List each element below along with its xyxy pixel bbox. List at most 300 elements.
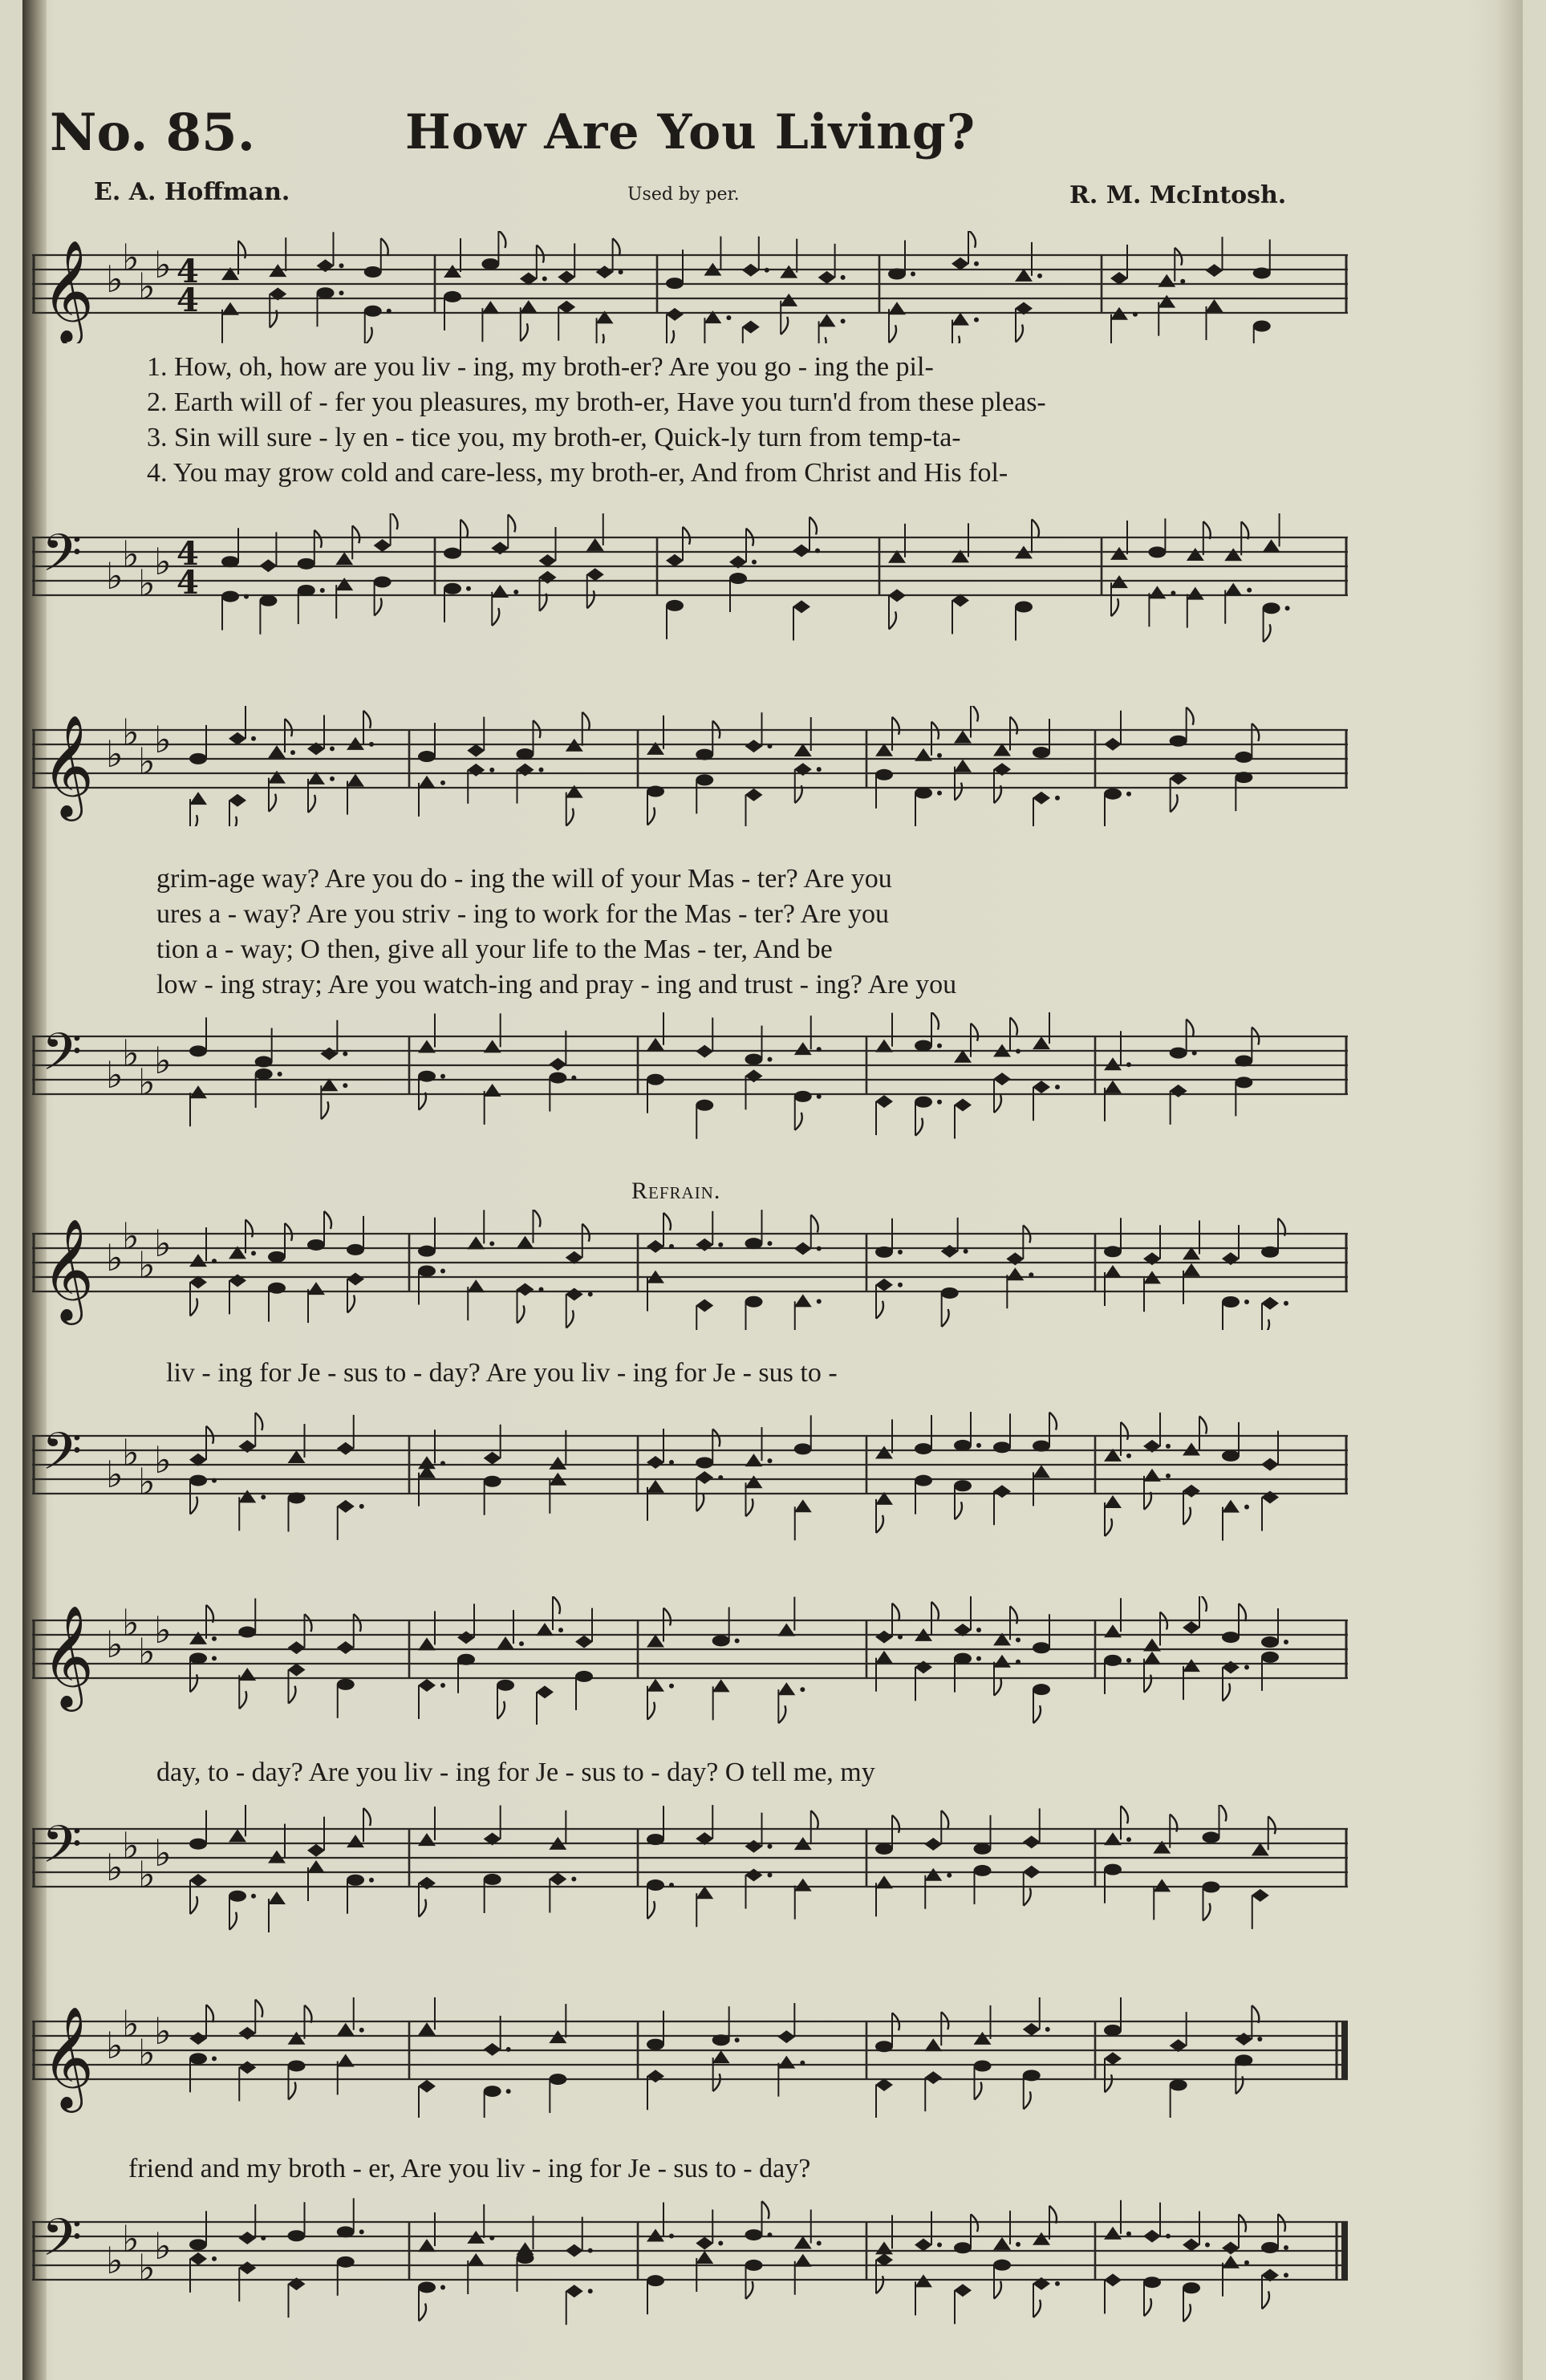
shape-note-triangle bbox=[1187, 587, 1204, 600]
shape-note-oval bbox=[418, 2281, 436, 2293]
treble-staff-system-5 bbox=[32, 1997, 1348, 2118]
shape-note-oval bbox=[1253, 321, 1271, 332]
shape-note-oval bbox=[875, 769, 893, 780]
shape-note-triangle bbox=[1158, 295, 1175, 308]
shape-note-triangle bbox=[1187, 548, 1204, 561]
note-flag bbox=[778, 1705, 785, 1723]
shape-note-triangle bbox=[1143, 1652, 1161, 1664]
note-flag bbox=[876, 1515, 883, 1533]
note-flag bbox=[566, 1310, 574, 1328]
note-flag bbox=[517, 1306, 525, 1324]
shape-note-diamond bbox=[745, 789, 763, 801]
dot bbox=[937, 1100, 942, 1105]
shape-note-triangle bbox=[1158, 274, 1175, 287]
shape-note-triangle bbox=[647, 1679, 664, 1692]
shape-note-oval bbox=[189, 753, 207, 764]
shape-note-triangle bbox=[189, 792, 207, 805]
shape-note-oval bbox=[418, 1071, 436, 1082]
dot bbox=[1192, 1051, 1197, 1056]
dot bbox=[1016, 1637, 1021, 1642]
dot bbox=[1284, 2273, 1288, 2277]
shape-note-oval bbox=[517, 748, 534, 760]
shape-note-diamond bbox=[1104, 2273, 1122, 2286]
shape-note-diamond bbox=[1235, 2033, 1252, 2046]
shape-note-triangle bbox=[1263, 539, 1280, 552]
note-flag bbox=[810, 517, 817, 534]
dot bbox=[752, 560, 757, 565]
shape-note-triangle bbox=[696, 2251, 713, 2264]
time-signature-digit: 4 bbox=[177, 253, 199, 290]
flat-sign: ♭ bbox=[106, 554, 124, 598]
shape-note-oval bbox=[712, 1635, 730, 1646]
shape-note-triangle bbox=[347, 737, 364, 750]
note-flag bbox=[308, 795, 315, 813]
shape-note-triangle bbox=[780, 294, 797, 306]
note-flag bbox=[1033, 1705, 1041, 1723]
flat-sign: ♭ bbox=[138, 562, 156, 605]
dot bbox=[539, 1287, 544, 1292]
hymn-title: How Are You Living? bbox=[405, 104, 976, 160]
flat-sign: ♭ bbox=[138, 265, 156, 308]
shape-note-diamond bbox=[952, 257, 969, 270]
shape-note-oval bbox=[1183, 2282, 1200, 2293]
dot bbox=[440, 2285, 445, 2289]
shape-note-oval bbox=[745, 2229, 763, 2240]
shape-note-triangle bbox=[307, 1282, 325, 1295]
shape-note-triangle bbox=[875, 1875, 893, 1888]
shape-note-oval bbox=[549, 1072, 566, 1084]
note-flag bbox=[363, 711, 371, 728]
note-flag bbox=[1010, 716, 1017, 734]
note-flag bbox=[206, 2005, 213, 2022]
flat-sign: ♭ bbox=[106, 257, 124, 301]
dot bbox=[800, 1687, 805, 1692]
shape-note-oval bbox=[337, 1679, 355, 1690]
note-flag bbox=[1111, 598, 1118, 616]
dot bbox=[1171, 590, 1175, 595]
shape-note-triangle bbox=[484, 1084, 501, 1097]
bass-staff-system-1 bbox=[32, 513, 1348, 650]
shape-note-oval bbox=[647, 2039, 664, 2050]
shape-note-oval bbox=[954, 2242, 972, 2253]
treble-staff-system-1 bbox=[32, 231, 1348, 343]
shape-note-oval bbox=[974, 1865, 992, 1876]
note-flag bbox=[419, 2303, 426, 2321]
shape-note-oval bbox=[1148, 546, 1166, 557]
dot bbox=[976, 1443, 981, 1448]
dot bbox=[212, 1478, 217, 1483]
note-flag bbox=[968, 231, 976, 248]
flat-sign: ♭ bbox=[106, 2024, 124, 2067]
shape-note-diamond bbox=[1261, 1458, 1279, 1471]
shape-note-oval bbox=[444, 291, 461, 302]
note-flag bbox=[190, 1298, 197, 1316]
shape-note-triangle bbox=[1143, 1639, 1161, 1652]
shape-note-oval bbox=[1222, 1450, 1240, 1462]
shape-note-oval bbox=[696, 1457, 713, 1468]
shape-note-oval bbox=[745, 1054, 763, 1065]
shape-note-oval bbox=[457, 1654, 475, 1665]
shape-note-diamond bbox=[374, 539, 392, 552]
time-signature-digit: 4 bbox=[177, 282, 199, 319]
dot bbox=[571, 1076, 576, 1081]
dot bbox=[359, 2229, 364, 2234]
note-flag bbox=[994, 1678, 1001, 1696]
shape-note-oval bbox=[298, 585, 315, 596]
shape-note-diamond bbox=[1206, 264, 1223, 277]
dot bbox=[1126, 1454, 1131, 1458]
dot bbox=[735, 2037, 740, 2042]
shape-note-oval bbox=[1033, 1642, 1050, 1653]
note-flag bbox=[971, 1024, 978, 1041]
flat-sign: ♭ bbox=[106, 1623, 124, 1666]
treble-clef: 𝄞 bbox=[42, 2005, 95, 2108]
shape-note-triangle bbox=[335, 552, 353, 565]
note-flag bbox=[1171, 794, 1178, 812]
dot bbox=[937, 1044, 942, 1048]
note-flag bbox=[647, 808, 655, 825]
shape-note-oval bbox=[189, 1475, 207, 1486]
shape-note-diamond bbox=[189, 2252, 207, 2265]
shape-note-oval bbox=[888, 269, 906, 280]
shape-note-oval bbox=[364, 306, 382, 317]
shape-note-triangle bbox=[337, 2054, 355, 2066]
dot bbox=[718, 1243, 723, 1247]
dot bbox=[768, 1057, 773, 1062]
dot bbox=[359, 2028, 364, 2033]
shape-note-triangle bbox=[1224, 583, 1242, 596]
shape-note-triangle bbox=[418, 2022, 436, 2035]
flat-sign: ♭ bbox=[154, 1222, 172, 1265]
note-flag bbox=[1049, 1413, 1057, 1430]
shape-note-oval bbox=[647, 786, 664, 797]
dot bbox=[768, 1241, 773, 1246]
shape-note-oval bbox=[974, 1843, 992, 1855]
shape-note-diamond bbox=[696, 1471, 713, 1484]
dot bbox=[1285, 606, 1290, 610]
shape-note-diamond bbox=[539, 571, 557, 584]
shape-note-triangle bbox=[238, 1490, 256, 1502]
shape-note-oval bbox=[1015, 602, 1033, 613]
shape-note-triangle bbox=[467, 1236, 485, 1249]
shape-note-diamond bbox=[818, 271, 836, 284]
dot bbox=[212, 1656, 217, 1660]
dot bbox=[212, 1636, 217, 1641]
shape-note-triangle bbox=[268, 745, 286, 758]
shape-note-diamond bbox=[1252, 1889, 1269, 1902]
shape-note-oval bbox=[1203, 1832, 1220, 1843]
permission-note: Used by per. bbox=[627, 184, 740, 205]
bass-clef: 𝄢 bbox=[42, 1023, 83, 1095]
page-edge bbox=[1499, 0, 1523, 2380]
dot bbox=[1029, 1272, 1033, 1277]
shape-note-oval bbox=[497, 1680, 514, 1691]
bass-staff-system-5 bbox=[32, 2198, 1348, 2334]
shape-note-diamond bbox=[915, 2239, 932, 2252]
shape-note-triangle bbox=[712, 1679, 730, 1692]
shape-note-triangle bbox=[418, 776, 436, 789]
shape-note-triangle bbox=[1148, 586, 1166, 598]
note-flag bbox=[892, 1815, 899, 1833]
shape-note-triangle bbox=[993, 2237, 1011, 2250]
refrain-text: day, to - day? Are you liv - ing for Je - sus to - day? O tell me, my bbox=[156, 1758, 875, 1787]
note-flag bbox=[819, 337, 826, 343]
shape-note-triangle bbox=[794, 2254, 812, 2267]
shape-note-oval bbox=[915, 1443, 932, 1454]
shape-note-triangle bbox=[794, 1294, 812, 1307]
shape-note-diamond bbox=[238, 2027, 256, 2040]
shape-note-triangle bbox=[491, 585, 509, 598]
note-flag bbox=[1105, 1518, 1112, 1536]
note-flag bbox=[1121, 1806, 1128, 1823]
shape-note-triangle bbox=[288, 2032, 306, 2045]
dot bbox=[1166, 1444, 1171, 1449]
note-flag bbox=[1032, 519, 1039, 537]
flat-sign: ♭ bbox=[138, 1243, 156, 1287]
shape-note-triangle bbox=[497, 1636, 514, 1649]
dot bbox=[1037, 274, 1042, 278]
refrain-line-1 bbox=[166, 1356, 838, 1391]
shape-note-triangle bbox=[229, 1829, 246, 1842]
note-flag bbox=[876, 1301, 883, 1319]
shape-note-triangle bbox=[335, 578, 353, 590]
flat-sign: ♭ bbox=[154, 2224, 172, 2268]
dot bbox=[1126, 792, 1131, 797]
shape-note-triangle bbox=[647, 1480, 664, 1493]
shape-note-oval bbox=[993, 1441, 1011, 1453]
dot bbox=[1247, 588, 1252, 593]
dot bbox=[212, 2256, 217, 2261]
refrain-line-2 bbox=[156, 1755, 875, 1790]
shape-note-diamond bbox=[418, 1877, 436, 1890]
refrain-line-3 bbox=[128, 2151, 810, 2187]
shape-note-diamond bbox=[647, 2070, 664, 2082]
shape-note-triangle bbox=[1104, 1057, 1122, 1070]
shape-note-diamond bbox=[666, 554, 684, 567]
bass-clef: 𝄢 bbox=[42, 524, 83, 596]
shape-note-diamond bbox=[777, 2030, 795, 2043]
shape-note-triangle bbox=[1104, 1832, 1122, 1845]
note-flag bbox=[255, 2000, 262, 2017]
shape-note-diamond bbox=[229, 794, 246, 807]
shape-note-triangle bbox=[794, 1499, 812, 1512]
shape-note-oval bbox=[1170, 1048, 1187, 1059]
dot bbox=[768, 2232, 773, 2237]
shape-note-diamond bbox=[1222, 2241, 1240, 2254]
dot bbox=[669, 1460, 674, 1465]
dot bbox=[768, 1872, 773, 1877]
shape-note-diamond bbox=[647, 1240, 664, 1253]
shape-note-oval bbox=[647, 1834, 664, 1845]
shape-note-triangle bbox=[1033, 1036, 1050, 1049]
dot bbox=[244, 594, 249, 599]
flat-sign: ♭ bbox=[138, 2031, 156, 2074]
dot bbox=[619, 270, 623, 274]
dot bbox=[1016, 2242, 1021, 2247]
note-flag bbox=[1199, 1416, 1207, 1433]
shape-note-triangle bbox=[924, 2038, 942, 2051]
note-flag bbox=[461, 520, 468, 537]
flat-sign: ♭ bbox=[122, 1601, 140, 1644]
shape-note-triangle bbox=[347, 1835, 364, 1847]
shape-note-triangle bbox=[418, 1040, 436, 1053]
shape-note-diamond bbox=[696, 1045, 713, 1058]
shape-note-triangle bbox=[189, 1632, 207, 1644]
note-flag bbox=[190, 815, 197, 826]
shape-note-oval bbox=[307, 1239, 325, 1251]
dot bbox=[841, 275, 846, 280]
shape-note-oval bbox=[1104, 1864, 1122, 1875]
note-flag bbox=[305, 2005, 312, 2023]
shape-note-diamond bbox=[549, 1872, 566, 1885]
note-flag bbox=[713, 2074, 720, 2091]
shape-note-diamond bbox=[1170, 1085, 1187, 1097]
dot bbox=[212, 1259, 217, 1263]
note-flag bbox=[229, 817, 237, 826]
flat-sign: ♭ bbox=[154, 1039, 172, 1082]
shape-note-oval bbox=[1235, 1076, 1252, 1088]
dot bbox=[768, 744, 773, 748]
shape-note-oval bbox=[666, 278, 684, 289]
dot bbox=[669, 2234, 674, 2239]
shape-note-oval bbox=[337, 2256, 355, 2268]
flat-sign: ♭ bbox=[122, 711, 140, 754]
shape-note-triangle bbox=[347, 774, 364, 787]
treble-clef: 𝄞 bbox=[42, 239, 95, 342]
shape-note-diamond bbox=[238, 2061, 256, 2074]
dot bbox=[440, 1074, 445, 1079]
note-flag bbox=[375, 598, 382, 615]
shape-note-triangle bbox=[777, 2056, 795, 2069]
dot bbox=[489, 2236, 494, 2240]
note-flag bbox=[795, 1113, 802, 1130]
refrain-label: Refrain. bbox=[631, 1178, 721, 1204]
shape-note-diamond bbox=[993, 1072, 1011, 1085]
flat-sign: ♭ bbox=[138, 740, 156, 783]
shape-note-oval bbox=[745, 1296, 763, 1308]
shape-note-triangle bbox=[1222, 2256, 1240, 2269]
shape-note-oval bbox=[229, 1891, 246, 1902]
shape-note-triangle bbox=[818, 314, 836, 326]
shape-note-diamond bbox=[586, 568, 604, 581]
shape-note-diamond bbox=[484, 2043, 501, 2056]
note-flag bbox=[781, 317, 788, 334]
dot bbox=[735, 1638, 740, 1643]
flat-sign: ♭ bbox=[106, 2239, 124, 2282]
note-flag bbox=[1010, 1017, 1017, 1035]
shape-note-oval bbox=[915, 1097, 932, 1108]
time-signature-digit: 4 bbox=[177, 535, 199, 573]
shape-note-triangle bbox=[794, 1879, 812, 1891]
shape-note-triangle bbox=[647, 1635, 664, 1648]
dot bbox=[1126, 1658, 1131, 1663]
shape-note-triangle bbox=[1183, 1263, 1200, 1276]
shape-note-diamond bbox=[189, 2032, 207, 2045]
dot bbox=[1284, 1640, 1288, 1644]
note-flag bbox=[352, 525, 359, 543]
shape-note-diamond bbox=[307, 1844, 325, 1857]
note-flag bbox=[892, 717, 899, 735]
shape-note-diamond bbox=[915, 1660, 932, 1673]
flat-sign: ♭ bbox=[154, 2009, 172, 2053]
note-flag bbox=[553, 1596, 560, 1614]
flat-sign: ♭ bbox=[138, 1630, 156, 1673]
shape-note-oval bbox=[915, 1475, 932, 1486]
note-flag bbox=[994, 2281, 1001, 2299]
shape-note-oval bbox=[189, 1045, 207, 1056]
note-flag bbox=[582, 1224, 590, 1242]
flat-sign: ♭ bbox=[122, 1214, 140, 1258]
shape-note-triangle bbox=[1104, 1265, 1122, 1278]
note-flag bbox=[712, 1429, 720, 1446]
shape-note-oval bbox=[915, 788, 932, 799]
flat-sign: ♭ bbox=[154, 1831, 172, 1875]
dot bbox=[588, 2289, 593, 2293]
dot bbox=[815, 548, 820, 553]
note-flag bbox=[190, 1497, 197, 1514]
shape-note-oval bbox=[484, 2086, 501, 2097]
note-flag bbox=[419, 1900, 426, 1917]
shape-note-diamond bbox=[954, 1099, 972, 1112]
shape-note-triangle bbox=[875, 1445, 893, 1458]
shape-note-oval bbox=[1033, 747, 1050, 758]
verse-line: 2. Earth will of - fer you pleasures, my broth-er, Have you turn'd from these pleas- bbox=[147, 387, 1046, 417]
shape-note-diamond bbox=[418, 1679, 436, 1692]
shape-note-triangle bbox=[268, 1891, 286, 1904]
note-flag bbox=[889, 325, 896, 343]
shape-note-diamond bbox=[347, 1272, 364, 1285]
shape-note-diamond bbox=[1023, 1866, 1041, 1879]
note-flag bbox=[289, 2082, 296, 2099]
shape-note-oval bbox=[418, 751, 436, 762]
note-flag bbox=[314, 530, 322, 548]
dot bbox=[817, 1246, 822, 1251]
shape-note-diamond bbox=[924, 2071, 942, 2084]
note-flag bbox=[347, 1295, 355, 1312]
shape-note-oval bbox=[288, 1492, 306, 1503]
shape-note-triangle bbox=[954, 1050, 972, 1063]
shape-note-oval bbox=[712, 2034, 730, 2046]
note-flag bbox=[354, 1614, 361, 1632]
shape-note-triangle bbox=[954, 760, 972, 772]
shape-note-triangle bbox=[1104, 1624, 1122, 1637]
dot bbox=[387, 309, 392, 314]
dot bbox=[343, 1083, 347, 1088]
dot bbox=[440, 1269, 445, 1274]
shape-note-oval bbox=[189, 2239, 207, 2250]
shape-note-triangle bbox=[794, 2236, 812, 2249]
dot bbox=[330, 776, 335, 781]
flat-sign: ♭ bbox=[138, 1060, 156, 1104]
shape-note-triangle bbox=[1224, 548, 1242, 561]
verse-line: 4. You may grow cold and care-less, my broth-er, And from Christ and His fol- bbox=[147, 458, 1008, 488]
shape-note-oval bbox=[875, 1247, 893, 1258]
shape-note-diamond bbox=[875, 2253, 893, 2266]
shape-note-oval bbox=[268, 1251, 286, 1263]
shape-note-triangle bbox=[875, 1040, 893, 1052]
flat-sign: ♭ bbox=[122, 1824, 140, 1867]
dot bbox=[800, 2061, 805, 2066]
shape-note-triangle bbox=[777, 1624, 795, 1636]
note-flag bbox=[1183, 2304, 1191, 2321]
note-flag bbox=[1203, 521, 1211, 539]
shape-note-oval bbox=[794, 1091, 812, 1102]
dot bbox=[558, 1628, 563, 1632]
note-flag bbox=[1219, 1805, 1227, 1822]
dot bbox=[1126, 1062, 1131, 1067]
flat-sign: ♭ bbox=[138, 1853, 156, 1896]
note-flag bbox=[492, 608, 499, 626]
